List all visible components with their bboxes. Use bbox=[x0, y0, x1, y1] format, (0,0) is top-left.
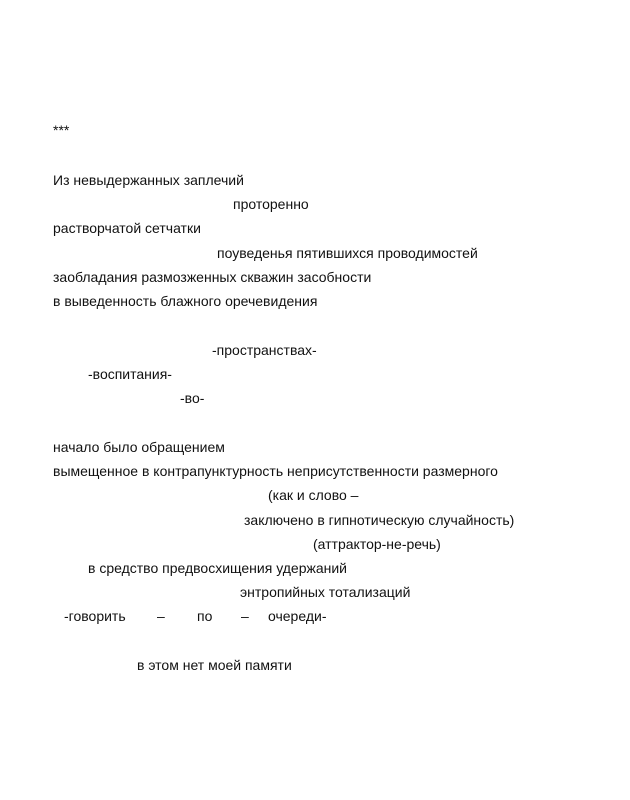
poem-line: растворчатой сетчатки bbox=[53, 220, 201, 236]
poem-line: Из невыдержанных заплечий bbox=[53, 172, 244, 188]
poem-word: – bbox=[241, 608, 249, 624]
poem-line: (как и слово – bbox=[268, 487, 359, 503]
poem-line: (аттрактор-не-речь) bbox=[313, 536, 441, 552]
poem-line: в выведенность блажного оречевидения bbox=[53, 293, 318, 309]
poem-word: -говорить bbox=[64, 608, 126, 624]
section-marker: *** bbox=[53, 122, 70, 138]
poem-line: в средство предвосхищения удержаний bbox=[88, 560, 347, 576]
poem-line: в этом нет моей памяти bbox=[137, 657, 292, 673]
poem-line: энтропийных тотализаций bbox=[240, 584, 411, 600]
poem-line: -воспитания- bbox=[88, 366, 172, 382]
poem-word: – bbox=[157, 608, 165, 624]
poem-line: заобладания размозженных скважин засобности bbox=[53, 269, 372, 285]
poem-word: по bbox=[197, 608, 213, 624]
poem-line: проторенно bbox=[233, 196, 309, 212]
poem-line: заключено в гипнотическую случайность) bbox=[244, 512, 515, 528]
poem-word: очереди- bbox=[268, 608, 327, 624]
poem-line: поуведенья пятившихся проводимостей bbox=[217, 245, 478, 261]
poem-line: -пространствах- bbox=[212, 342, 317, 358]
poem-line: вымещенное в контрапунктурность неприсутственности размерного bbox=[53, 463, 498, 479]
poem-line: начало было обращением bbox=[53, 439, 225, 455]
poem-line: -во- bbox=[180, 390, 205, 406]
